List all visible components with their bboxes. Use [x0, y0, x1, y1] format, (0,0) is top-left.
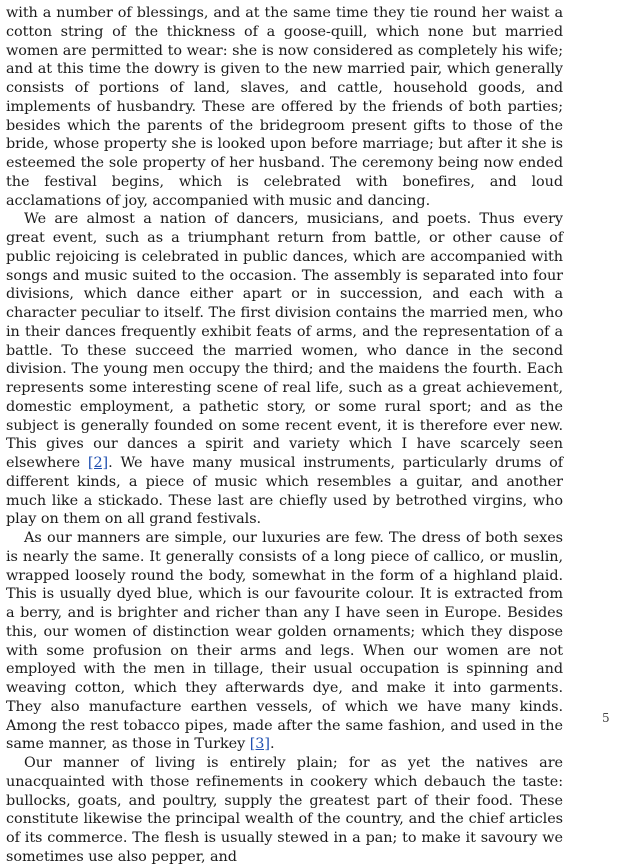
footnote-link-2[interactable]: [2] [87, 455, 109, 471]
paragraph-manners-text-2: . [269, 736, 275, 753]
paragraph-dancers [6, 210, 563, 529]
page-number: 5 [602, 711, 610, 725]
footnote-link-3[interactable]: [3] [249, 736, 270, 753]
document-body [6, 4, 563, 867]
paragraph-manners [6, 529, 563, 754]
paragraph-dancers-text-1: We are almost a nation of dancers, musicians, and poets. Thus every great event, such as a triumphant return from battle, or other cause of public rejoicing is celebrated in public dances, which are accompanied with songs and music suited to the occasion. The assembly is separated into four divisions, which dance either apart or in succession, and each with a character peculiar to itself. The first division contains the married men, who in their dances frequently exhibit feats of arms, and the representation of a battle. To these succeed the married women, who dance in the second division. The young men occupy the third; and the maidens the fourth. Each represents some interesting scene of real life, such as a great achievement, domestic employment, a pathetic story, or some rural sport; and as the subject is generally founded on some recent event, it is therefore ever new. This gives our dances a spirit and variety which I have scarcely seen elsewhere [6, 211, 563, 471]
paragraph-manners-text-1: As our manners are simple, our luxuries are few. The dress of both sexes is nearly the same. It generally consists of a long piece of callico, or muslin, wrapped loosely round the body, somewhat in the form of a highland plaid. This is usually dyed blue, which is our favourite colour. It is extracted from a berry, and is brighter and richer than any I have seen in Europe. Besides this, our women of distinction wear golden ornaments; which they dispose with some profusion on their arms and legs. When our women are not employed with the men in tillage, their usual occupation is spinning and weaving cotton, which they afterwards dye, and make it into garments. They also manufacture earthen vessels, of which we have many kinds. Among the rest tobacco pipes, made after the same fashion, and used in the same manner, as those in Turkey [6, 530, 563, 753]
paragraph-dowry: with a number of blessings, and at the same time they tie round her waist a cotton string of the thickness of a goose-quill, which none but married women are permitted to wear: she is now considered as completely his wife; and at this time the dowry is given to the new married pair, which generally consists of portions of land, slaves, and cattle, household goods, and implements of husbandry. These are offered by the friends of both parties; besides which the parents of the bridegroom present gifts to those of the bride, whose property she is looked upon before marriage; but after it she is esteemed the sole property of her husband. The ceremony being now ended the festival begins, which is celebrated with bonefires, and loud acclamations of joy, accompanied with music and dancing. [6, 5, 563, 209]
paragraph-dancers-text-2: . We have many musical instruments, particularly drums of different kinds, a piece of music which resembles a guitar, and another much like a stickado. These last are chiefly used by betrothed virgins, who play on them on all grand festivals. [6, 455, 563, 528]
paragraph-living: Our manner of living is entirely plain; for as yet the natives are unacquainted with those refinements in cookery which debauch the taste: bullocks, goats, and poultry, supply the greatest part of their food. These constitute likewise the principal wealth of the country, and the chief articles of its commerce. The flesh is usually stewed in a pan; to make it savoury we sometimes use also pepper, and [6, 755, 563, 865]
